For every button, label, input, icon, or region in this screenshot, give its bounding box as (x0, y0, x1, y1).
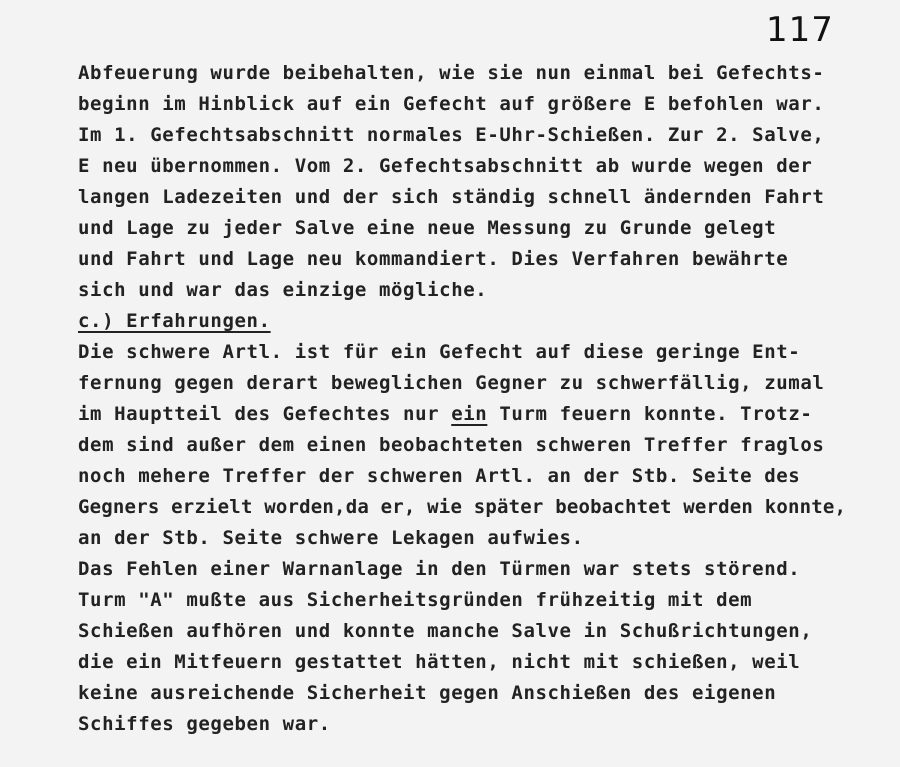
text-line-13: noch mehere Treffer der schweren Artl. an der Stb. Seite des (78, 465, 801, 487)
text-line-4: E neu übernommen. Vom 2. Gefechtsabschnitt ab wurde wegen der (78, 155, 813, 177)
text-line-1: Abfeuerung wurde beibehalten, wie sie nun einmal bei Gefechts- (78, 62, 825, 84)
text-line-10: fernung gegen derart beweglichen Gegner zu schwerfällig, zumal (78, 372, 825, 394)
text-line-17: Turm "A" mußte aus Sicherheitsgründen frühzeitig mit dem (78, 589, 753, 611)
text-line-5: langen Ladezeiten und der sich ständig schnell ändernden Fahrt (78, 186, 825, 208)
text-line-11-part-1: im Hauptteil des Gefechtes nur (78, 403, 452, 425)
text-line-11 (78, 403, 812, 425)
text-line-2: beginn im Hinblick auf ein Gefecht auf größere E befohlen war. (78, 93, 825, 115)
text-line-12: dem sind außer dem einen beobachteten schweren Treffer fraglos (78, 434, 825, 456)
text-line-7: und Fahrt und Lage neu kommandiert. Dies Verfahren bewährte (78, 248, 789, 270)
text-line-3: Im 1. Gefechtsabschnitt normales E-Uhr-Schießen. Zur 2. Salve, (78, 124, 825, 146)
text-line-16: Das Fehlen einer Warnanlage in den Türmen war stets störend. (78, 558, 801, 580)
text-line-8: sich und war das einzige mögliche. (78, 279, 488, 301)
text-line-15: an der Stb. Seite schwere Lekagen aufwies. (78, 527, 584, 549)
text-line-21: Schiffes gegeben war. (78, 713, 331, 735)
section-heading: c.) Erfahrungen. (78, 310, 271, 332)
text-line-18: Schießen aufhören und konnte manche Salve in Schußrichtungen, (78, 620, 813, 642)
text-line-9: Die schwere Artl. ist für ein Gefecht auf diese geringe Ent- (78, 341, 801, 363)
text-line-19: die ein Mitfeuern gestattet hätten, nicht mit schießen, weil (78, 651, 801, 673)
text-line-20: keine ausreichende Sicherheit gegen Anschießen des eigenen (78, 682, 777, 704)
page-number: 117 (766, 10, 834, 50)
text-line-14: Gegners erzielt worden,da er, wie später beobachtet werden konnte, (78, 496, 847, 518)
underlined-word-ein: ein (451, 403, 488, 425)
text-line-11-part-2: Turm feuern konnte. Trotz- (487, 403, 813, 425)
text-line-6: und Lage zu jeder Salve eine neue Messung zu Grunde gelegt (78, 217, 777, 239)
